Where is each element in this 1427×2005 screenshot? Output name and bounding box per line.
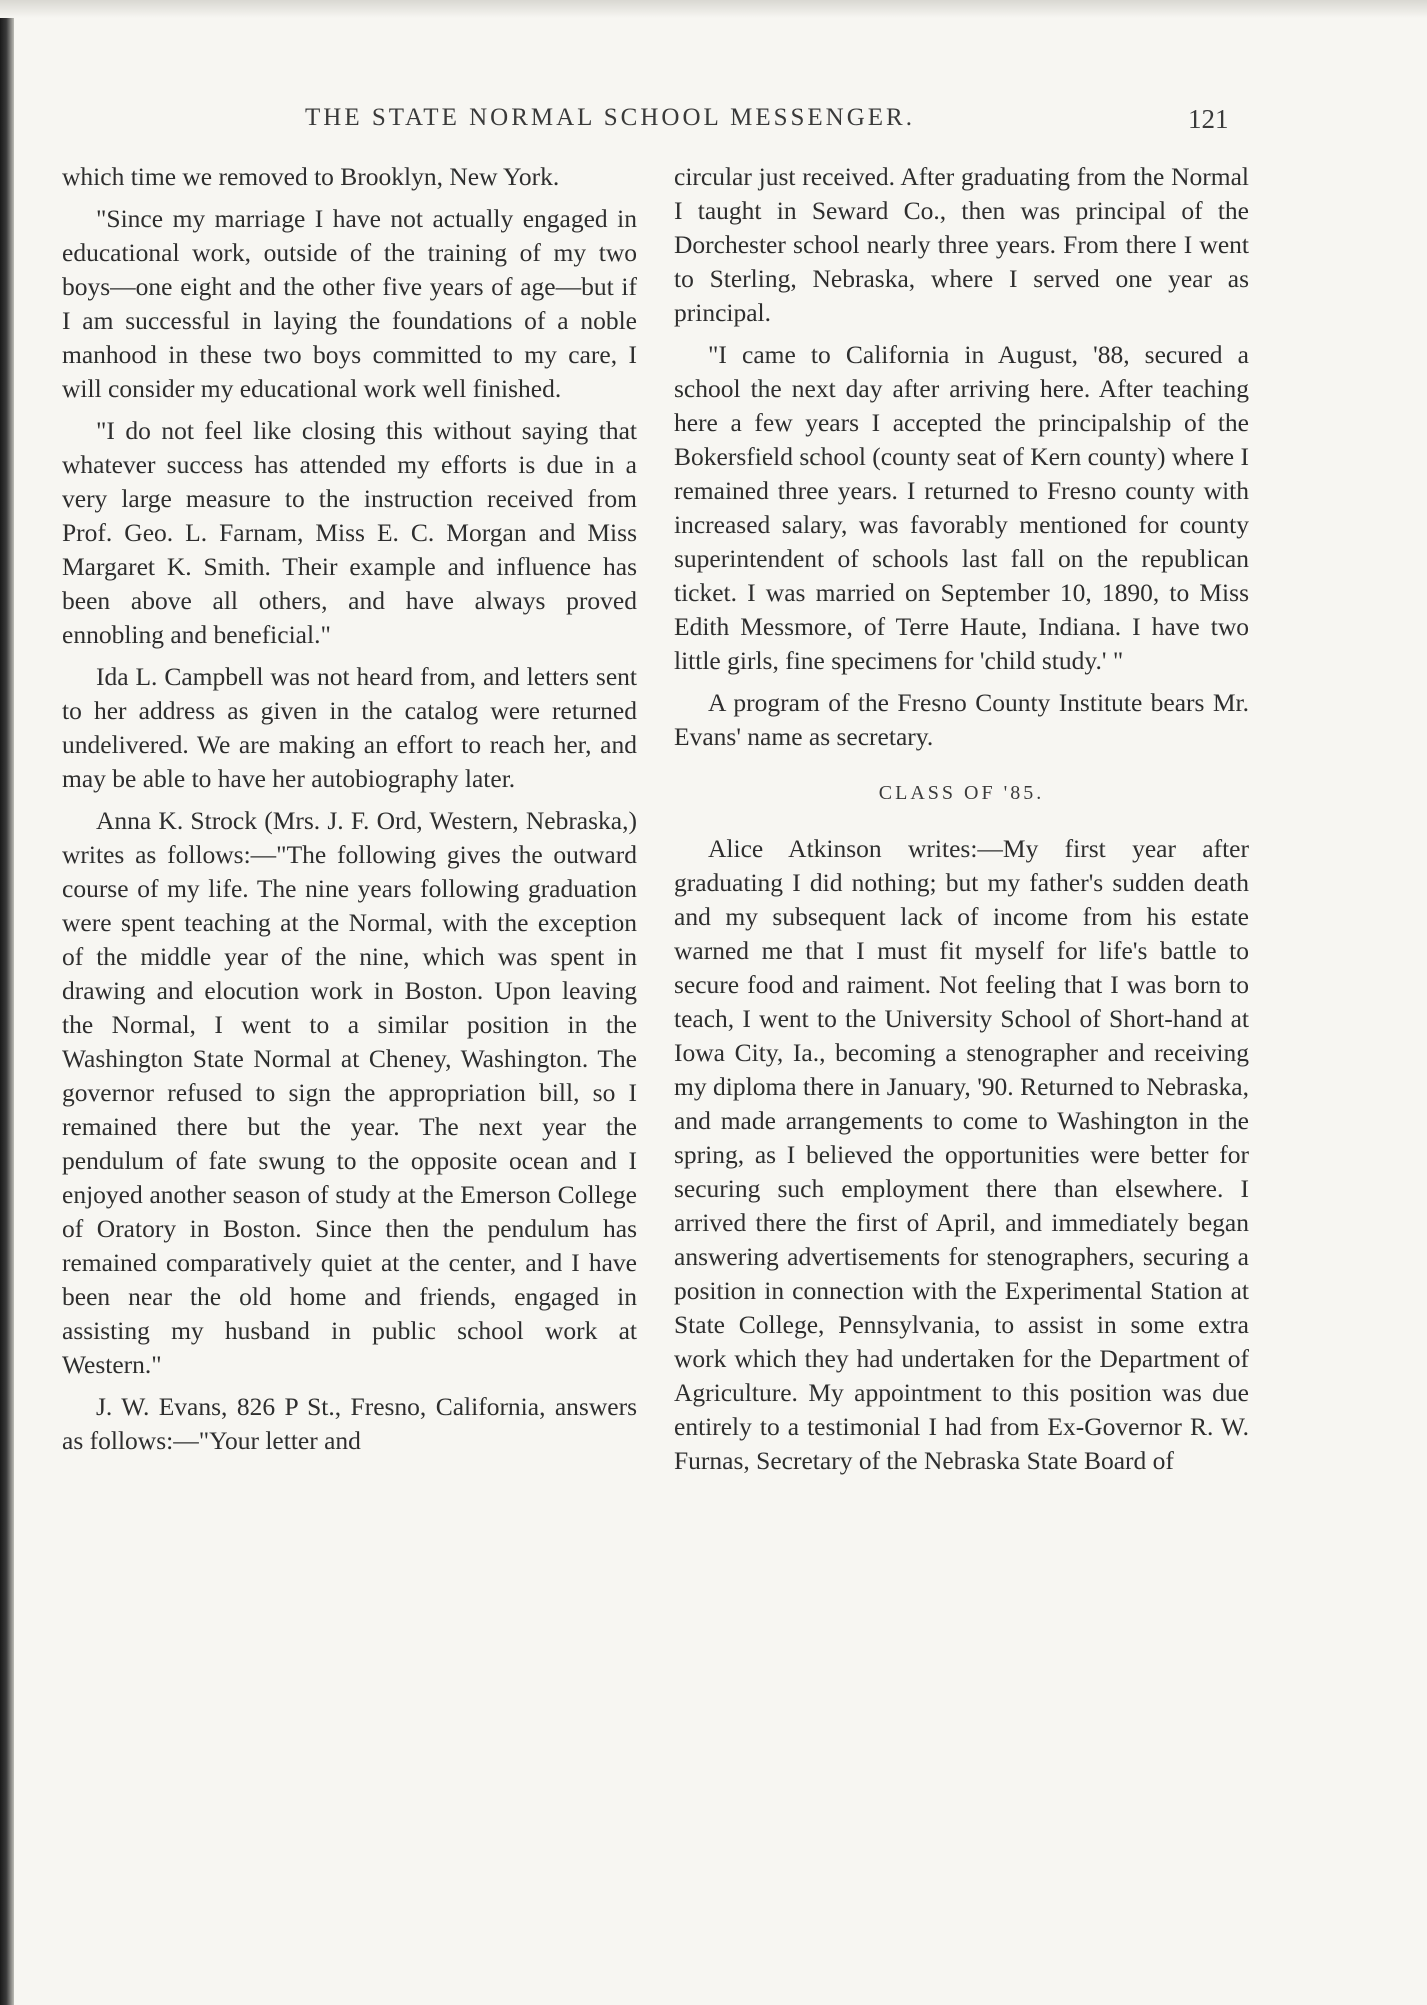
top-edge-shadow	[0, 0, 1427, 18]
paragraph: "I do not feel like closing this without saying that whatever success has attended my efforts is due in a very large measure to the instruction received from Prof. Geo. L. Farnam, Miss E. C. Morgan and Miss Margaret K. Smith. Their example and influence has been above all others, and have always proved ennobling and beneficial."	[62, 416, 637, 649]
paragraph: "I came to California in August, '88, secured a school the next day after arriving here. After teaching here a few years I accepted the principalship of the Bokersfield school (county seat of Kern county) where I remained three years. I returned to Fresno county with increased salary, was favorably mentioned for county superintendent of schools last fall on the republican ticket. I was married on September 10, 1890, to Miss Edith Messmore, of Terre Haute, Indiana. I have two little girls, fine specimens for 'child study.' "	[674, 340, 1249, 675]
running-head: THE STATE NORMAL SCHOOL MESSENGER.	[305, 104, 915, 131]
paragraph: J. W. Evans, 826 P St., Fresno, California, answers as follows:—"Your letter and	[62, 1392, 637, 1455]
paragraph: Ida L. Campbell was not heard from, and letters sent to her address as given in the catalog were returned undelivered. We are making an effort to reach her, and may be able to have her autobiography later.	[62, 662, 637, 793]
paragraph: Anna K. Strock (Mrs. J. F. Ord, Western, Nebraska,) writes as follows:—"The following gives the outward course of my life. The nine years following graduation were spent teaching at the Normal, with the exception of the middle year of the nine, which was spent in drawing and elocution work in Boston. Upon leaving the Normal, I went to a similar position in the Washington State Normal at Cheney, Washington. The governor refused to sign the appropriation bill, so I remained there but the year. The next year the pendulum of fate swung to the opposite ocean and I enjoyed another season of study at the Emerson College of Oratory in Boston. Since then the pendulum has remained comparatively quiet at the center, and I have been near the old home and friends, engaged in assisting my husband in public school work at Western."	[62, 806, 637, 1379]
left-column	[62, 160, 637, 1466]
paragraph: which time we removed to Brooklyn, New York.	[62, 162, 560, 191]
paragraph: circular just received. After graduating from the Normal I taught in Seward Co., then was principal of the Dorchester school nearly three years. From there I went to Sterling, Nebraska, where I served one year as principal.	[674, 162, 1249, 327]
page-header	[60, 100, 1260, 140]
page-number: 121	[1188, 104, 1229, 134]
paragraph: Alice Atkinson writes:—My first year after graduating I did nothing; but my father's sudden death and my subsequent lack of income from his estate warned me that I must fit myself for life's battle to secure food and raiment. Not feeling that I was born to teach, I went to the University School of Short-hand at Iowa City, Ia., becoming a stenographer and receiving my diploma there in January, '90. Returned to Nebraska, and made arrangements to come to Washington in the spring, as I believed the opportunities were better for securing such employment there than elsewhere. I arrived there the first of April, and immediately began answering advertisements for stenographers, securing a position in connection with the Experimental Station at State College, Pennsylvania, to assist in some extra work which they had undertaken for the Department of Agriculture. My appointment to this position was due entirely to a testimonial I had from Ex-Governor R. W. Furnas, Secretary of the Nebraska State Board of	[674, 834, 1249, 1475]
paragraph: "Since my marriage I have not actually engaged in educational work, outside of the training of my two boys—one eight and the other five years of age—but if I am successful in laying the foundations of a noble manhood in these two boys committed to my care, I will consider my educational work well finished.	[62, 204, 637, 403]
binding-shadow	[0, 0, 14, 2005]
paragraph: A program of the Fresno County Institute bears Mr. Evans' name as secretary.	[674, 688, 1249, 751]
section-heading: CLASS OF '85.	[878, 782, 1045, 804]
right-column	[674, 160, 1249, 1486]
